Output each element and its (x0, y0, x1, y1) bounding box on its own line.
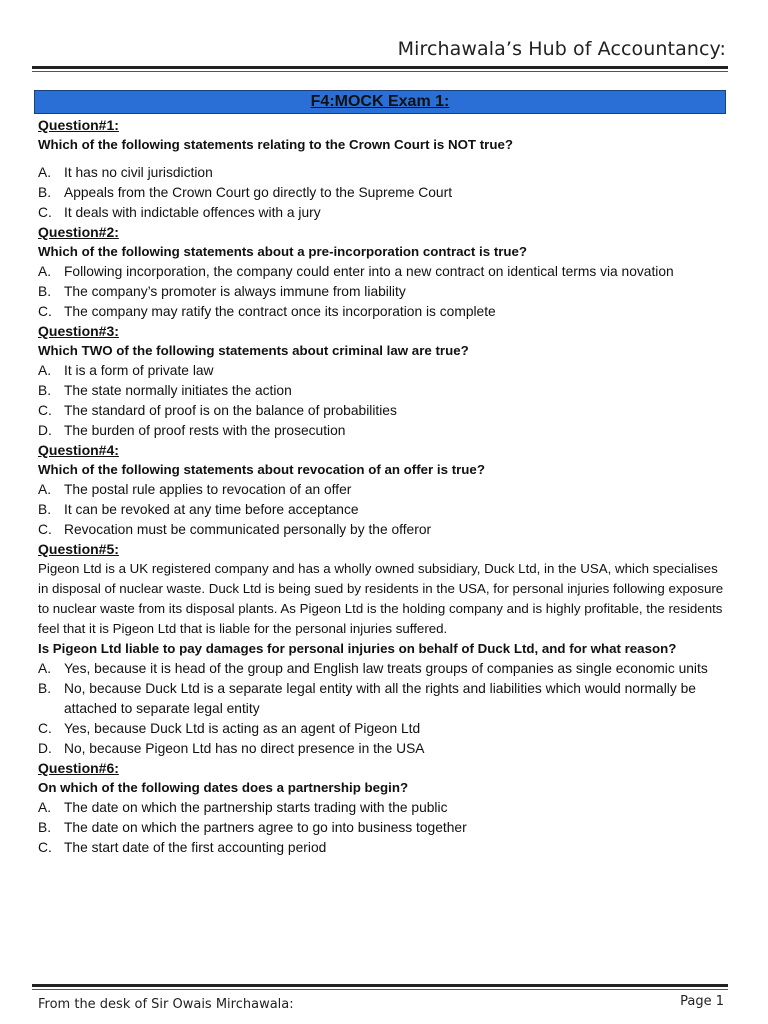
question-stem: Which of the following statements relating to the Crown Court is NOT true? (38, 137, 513, 152)
header-rule-thin (32, 71, 728, 72)
option-text: The burden of proof rests with the prosecution (64, 423, 346, 438)
option-letter: C. (38, 205, 52, 220)
answer-option (38, 719, 728, 739)
question-2 (38, 223, 728, 322)
option-letter: C. (38, 721, 52, 736)
question-heading: Question#6: (38, 760, 119, 776)
question-5 (38, 540, 728, 759)
page-number: Page 1 (680, 994, 724, 1009)
option-letter: A. (38, 363, 52, 378)
answer-option (38, 163, 728, 183)
question-heading: Question#1: (38, 117, 119, 133)
option-text: The date on which the partnership starts trading with the public (64, 800, 448, 815)
option-letter: C. (38, 403, 52, 418)
footer-rule-thin (32, 989, 728, 990)
answer-option (38, 262, 728, 282)
question-stem: Is Pigeon Ltd liable to pay damages for personal injuries on behalf of Duck Ltd, and for what reason? (38, 641, 677, 656)
option-letter: A. (38, 165, 52, 180)
answer-option (38, 659, 728, 679)
option-letter: C. (38, 304, 52, 319)
answer-option (38, 401, 728, 421)
option-text: Following incorporation, the company could enter into a new contract on identical terms via novation (64, 264, 674, 279)
answer-option (38, 302, 728, 322)
answer-option (38, 361, 728, 381)
question-stem: Which of the following statements about a pre-incorporation contract is true? (38, 244, 528, 259)
option-text: It can be revoked at any time before acceptance (64, 502, 359, 517)
footer-rule-thick (32, 984, 728, 987)
option-letter: B. (38, 383, 52, 398)
answer-option (38, 203, 728, 223)
question-6 (38, 759, 728, 858)
question-scenario-paragraph: Pigeon Ltd is a UK registered company and has a wholly owned subsidiary, Duck Ltd, in the USA, which specialises in disposal of nuclear waste. Duck Ltd is being sued by residents in the USA, for personal injuries following exposure to nuclear waste from its disposal plants. As Pigeon Ltd is the holding company and is highly profitable, the residents feel that it is Pigeon Ltd that is liable for the personal injuries suffered. (38, 561, 724, 636)
option-letter: A. (38, 264, 52, 279)
option-text: The standard of proof is on the balance of probabilities (64, 403, 397, 418)
footer-author: From the desk of Sir Owais Mirchawala: (38, 997, 294, 1012)
option-text: No, because Duck Ltd is a separate legal entity with all the rights and liabilities which would normally be attached to separate legal entity (64, 681, 696, 716)
option-text: The postal rule applies to revocation of an offer (64, 482, 352, 497)
option-letter: B. (38, 185, 52, 200)
option-letter: A. (38, 482, 52, 497)
answer-option (38, 500, 728, 520)
option-letter: B. (38, 502, 52, 517)
option-letter: B. (38, 284, 52, 299)
option-letter: C. (38, 840, 52, 855)
option-letter: B. (38, 681, 52, 696)
option-text: The company may ratify the contract once its incorporation is complete (64, 304, 496, 319)
option-letter: B. (38, 820, 52, 835)
answer-option (38, 421, 728, 441)
question-list (38, 116, 728, 858)
option-text: Revocation must be communicated personally by the offeror (64, 522, 432, 537)
header-rule-thick (32, 66, 728, 69)
answer-option (38, 520, 728, 540)
option-text: It is a form of private law (64, 363, 214, 378)
question-heading: Question#3: (38, 323, 119, 339)
option-text: The state normally initiates the action (64, 383, 292, 398)
option-letter: D. (38, 423, 52, 438)
question-stem: Which TWO of the following statements about criminal law are true? (38, 343, 469, 358)
option-text: Yes, because it is head of the group and English law treats groups of companies as single economic units (64, 661, 708, 676)
question-stem: On which of the following dates does a partnership begin? (38, 780, 409, 795)
option-text: It has no civil jurisdiction (64, 165, 213, 180)
option-letter: C. (38, 522, 52, 537)
option-text: Yes, because Duck Ltd is acting as an agent of Pigeon Ltd (64, 721, 421, 736)
option-text: The company’s promoter is always immune from liability (64, 284, 406, 299)
exam-title-banner: F4:MOCK Exam 1: (34, 90, 726, 114)
answer-option (38, 739, 728, 759)
question-heading: Question#2: (38, 224, 119, 240)
question-heading: Question#5: (38, 541, 119, 557)
answer-option (38, 798, 728, 818)
answer-option (38, 183, 728, 203)
answer-option (38, 480, 728, 500)
option-text: It deals with indictable offences with a jury (64, 205, 321, 220)
option-text: The start date of the first accounting period (64, 840, 327, 855)
answer-option (38, 838, 728, 858)
answer-option (38, 381, 728, 401)
option-letter: D. (38, 741, 52, 756)
option-text: The date on which the partners agree to go into business together (64, 820, 467, 835)
question-heading: Question#4: (38, 442, 119, 458)
option-text: Appeals from the Crown Court go directly to the Supreme Court (64, 185, 453, 200)
option-letter: A. (38, 800, 52, 815)
question-stem: Which of the following statements about revocation of an offer is true? (38, 462, 485, 477)
option-letter: A. (38, 661, 52, 676)
question-3 (38, 322, 728, 441)
answer-option (38, 818, 728, 838)
question-4 (38, 441, 728, 540)
question-1 (38, 116, 728, 223)
document-header-title: Mirchawala’s Hub of Accountancy: (397, 38, 726, 60)
answer-option (38, 282, 728, 302)
option-text: No, because Pigeon Ltd has no direct presence in the USA (64, 741, 425, 756)
answer-option (38, 679, 728, 719)
